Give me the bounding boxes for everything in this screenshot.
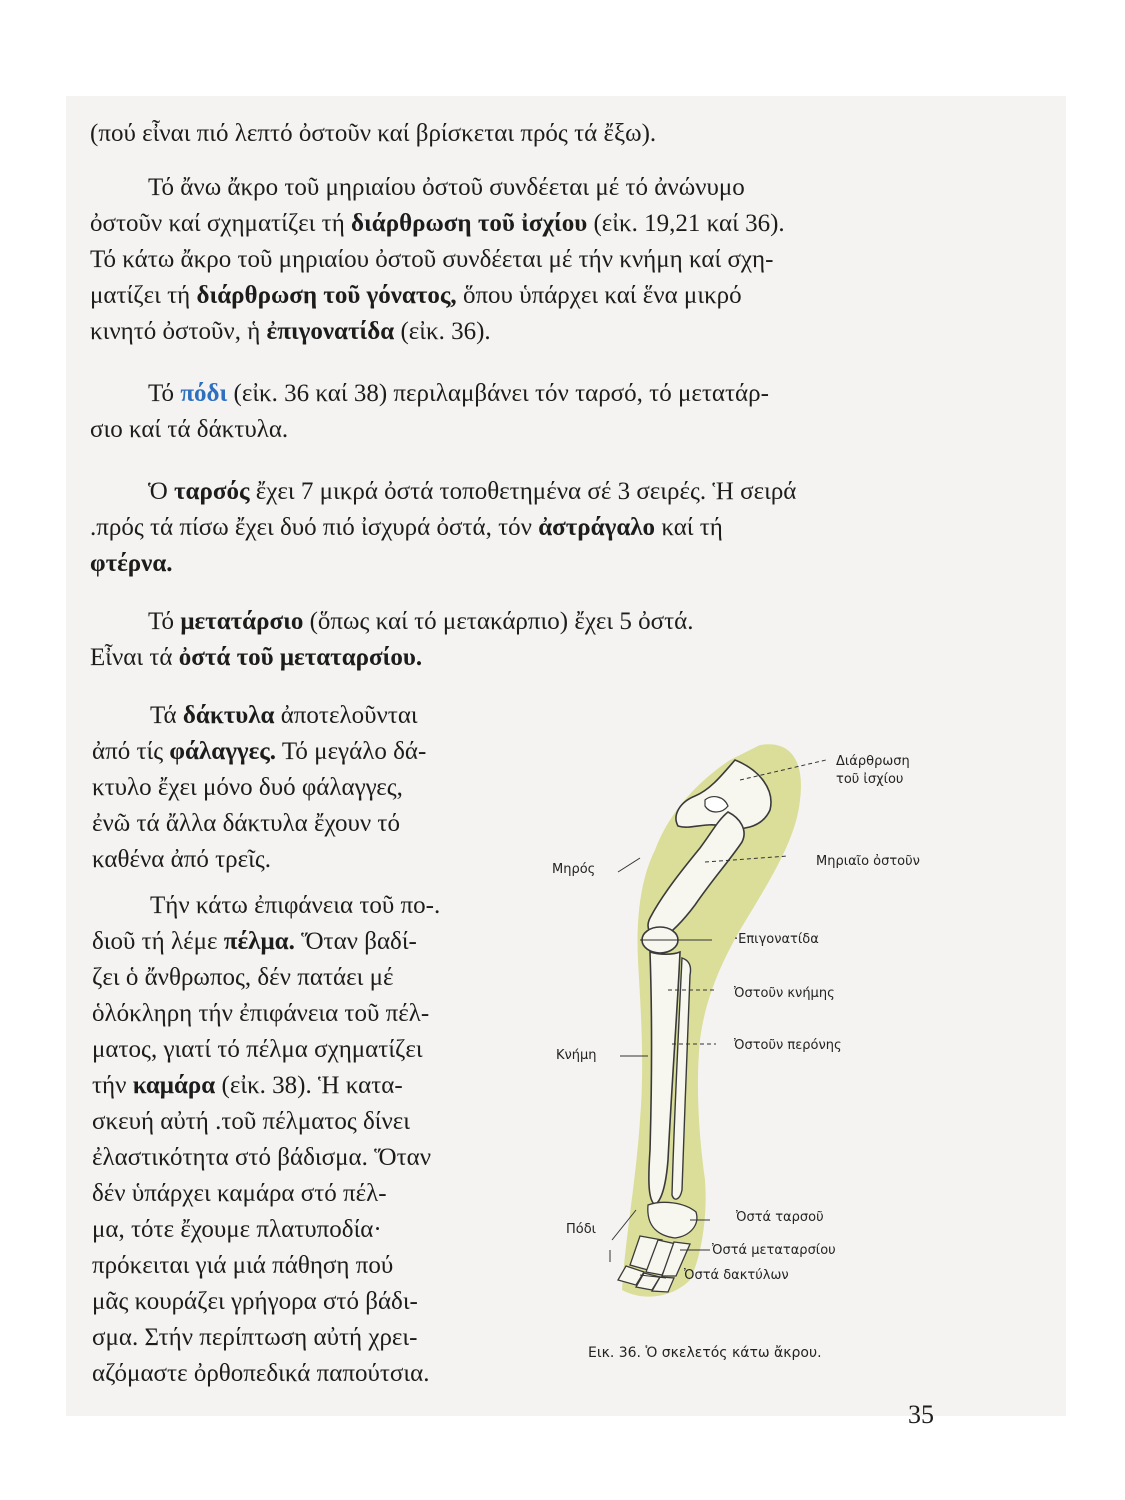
term-knee-joint: διάρθρωση τοῦ γόνατος, <box>196 282 457 309</box>
p3-line: σιο καί τά δάκτυλα. <box>90 416 289 443</box>
term-sole: πέλμα. <box>223 928 295 955</box>
label-metatarsal-bones: Ὀστά μεταταρσίου <box>712 1243 836 1258</box>
p3-line: Τό πόδι (εἰκ. 36 καί 38) περιλαμβάνει τόν ταρσό, τό μετατάρ- <box>148 380 769 407</box>
label-thigh: Μηρός <box>552 862 596 877</box>
p5-line: Εἶναι τά ὀστά τοῦ μεταταρσίου. <box>90 644 423 671</box>
term-talus: ἀστράγαλο <box>538 514 656 541</box>
p7-line: διοῦ τή λέμε πέλμα. Ὅταν βαδί- <box>92 928 417 955</box>
label-hip-joint: Διάρθρωση <box>836 754 910 769</box>
p7-line: αζόμαστε ὀρθοπεδικά παπούτσια. <box>92 1360 430 1387</box>
p5-line: Τό μετατάρσιο (ὅπως καί τό μετακάρπιο) ἔχει 5 ὀστά. <box>148 608 694 635</box>
term-heel: φτέρνα. <box>90 550 173 577</box>
label-shin: Κνήμη <box>556 1048 597 1063</box>
p2-line: Τό ἄνω ἄκρο τοῦ μηριαίου ὀστοῦ συνδέεται μέ τό ἀνώνυμο <box>148 174 745 201</box>
p7-line: ἐλαστικότητα στό βάδισμα. Ὅταν <box>92 1144 432 1171</box>
p6-line: κτυλο ἔχει μόνο δυό φάλαγγες, <box>92 774 403 801</box>
p7-line: μα, τότε ἔχουμε πλατυποδία· <box>92 1216 382 1243</box>
term-metatarsal-bones: ὀστά τοῦ μεταταρσίου. <box>178 644 423 671</box>
label-foot: Πόδι <box>566 1222 597 1237</box>
p7-line: ὁλόκληρη τήν ἐπιφάνεια τοῦ πέλ- <box>92 1000 430 1027</box>
p7-line: σκευή αὐτή .τοῦ πέλματος δίνει <box>92 1108 411 1135</box>
term-phalanges: φάλαγγες. <box>169 738 277 765</box>
p7-line: μᾶς κουράζει γρήγορα στό βάδι- <box>92 1288 418 1315</box>
p7-line: ματος, γιατί τό πέλμα σχηματίζει <box>92 1036 423 1063</box>
p6-line: Τά δάκτυλα ἀποτελοῦνται <box>150 702 418 729</box>
p7-line: πρόκειται γιά μιά πάθηση πού <box>92 1252 394 1279</box>
label-fibula-bone: Ὀστοῦν περόνης <box>734 1038 842 1053</box>
p2-line: ματίζει τή διάρθρωση τοῦ γόνατος, ὅπου ὑπάρχει καί ἕνα μικρό <box>90 282 742 309</box>
term-foot: πόδι <box>180 380 228 407</box>
label-toe-bones: Ὀστά δακτύλων <box>684 1268 789 1283</box>
p6-line: ἐνῶ τά ἄλλα δάκτυλα ἔχουν τό <box>92 810 400 837</box>
figure-caption: Εικ. 36. Ὁ σκελετός κάτω ἄκρου. <box>588 1345 822 1361</box>
term-hip-joint: διάρθρωση τοῦ ἰσχίου <box>351 210 588 237</box>
label-tarsal-bones: Ὀστά ταρσοῦ <box>736 1210 824 1225</box>
p2-line: ὀστοῦν καί σχηματίζει τή διάρθρωση τοῦ ἰσχίου (εἰκ. 19,21 καί 36). <box>90 210 785 237</box>
label-patella: ·Επιγονατίδα <box>734 932 819 947</box>
label-hip-joint-2: τοῦ ἰσχίου <box>836 772 904 787</box>
p6-line: καθένα ἀπό τρεῖς. <box>92 846 271 873</box>
p6-line: ἀπό τίς φάλαγγες. Τό μεγάλο δά- <box>92 738 427 765</box>
p2-line: κινητό ὀστοῦν, ἡ ἐπιγονατίδα (εἰκ. 36). <box>90 318 491 345</box>
label-femur-bone: Μηριαῖο ὀστοῦν <box>816 854 920 869</box>
p4-line: Ὁ ταρσός ἔχει 7 μικρά ὀστά τοποθετημένα σέ 3 σειρές. Ἡ σειρά <box>148 478 797 505</box>
term-tarsus: ταρσός <box>174 478 250 505</box>
term-toes: δάκτυλα <box>182 702 275 729</box>
term-patella: ἐπιγονατίδα <box>266 318 395 345</box>
p7-line: Τήν κάτω ἐπιφάνεια τοῦ πο-. <box>150 892 441 919</box>
p2-line: Τό κάτω ἄκρο τοῦ μηριαίου ὀστοῦ συνδέεται μέ τήν κνήμη καί σχη- <box>90 246 774 273</box>
p7-line: ζει ὁ ἄνθρωπος, δέν πατάει μέ <box>92 964 394 991</box>
p7-line: τήν καμάρα (εἰκ. 38). Ἡ κατα- <box>92 1072 403 1099</box>
p7-line: δέν ὑπάρχει καμάρα στό πέλ- <box>92 1180 387 1207</box>
page-number: 35 <box>908 1400 934 1429</box>
paragraph-1: (πού εἶναι πιό λεπτό ὀστοῦν καί βρίσκεται πρός τά ἔξω). <box>90 120 657 147</box>
term-metatarsus: μετατάρσιο <box>180 608 304 635</box>
p7-line: σμα. Στήν περίπτωση αὐτή χρει- <box>92 1324 418 1351</box>
p4-line: .πρός τά πίσω ἔχει δυό πιό ἰσχυρά ὀστά, τόν ἀστράγαλο καί τή <box>90 514 723 541</box>
term-arch: καμάρα <box>132 1072 216 1099</box>
label-tibia-bone: Ὀστοῦν κνήμης <box>734 986 835 1001</box>
